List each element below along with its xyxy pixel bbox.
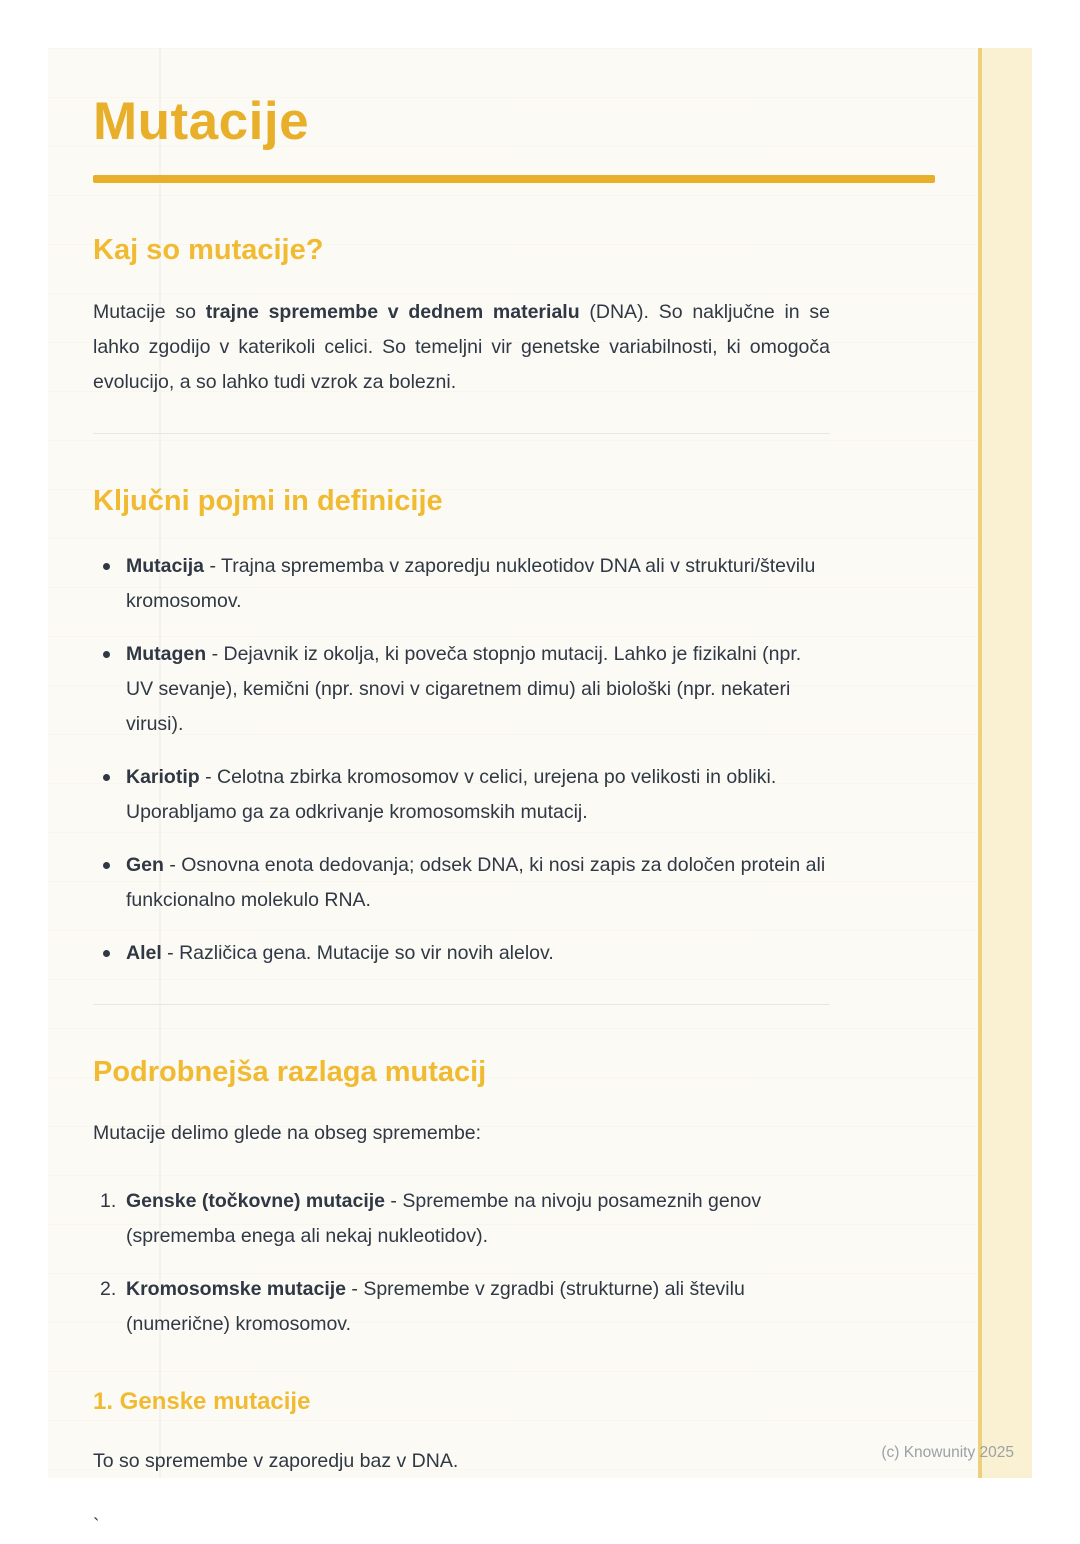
term-definition: - Celotna zbirka kromosomov v celici, urejena po velikosti in obliki. Uporabljamo ga za odkrivanje kromosomskih mutacij. (126, 765, 777, 823)
term-definition: - Spremembe v zgradbi (strukturne) ali številu (numerične) kromosomov. (126, 1278, 745, 1336)
title-underline-rule (93, 175, 935, 183)
key-terms-list (93, 549, 830, 971)
term-label: Mutacija (126, 554, 205, 577)
intro-text-pre: Mutacije so (93, 300, 206, 323)
section-heading-key-terms: Ključni pojmi in definicije (93, 484, 443, 517)
copyright-footer: (c) Knowunity 2025 (881, 1444, 1014, 1461)
subsection-heading-gene-mutations: 1. Genske mutacije (93, 1388, 311, 1416)
section-divider (93, 1004, 830, 1005)
gene-mutations-paragraph: To so spremembe v zaporedju baz v DNA. (93, 1450, 459, 1473)
right-accent-stripe (978, 48, 1032, 1478)
section-divider (93, 433, 830, 434)
section-heading-what-are-mutations: Kaj so mutacije? (93, 233, 324, 266)
bullet-icon (103, 774, 110, 781)
page-title: Mutacije (93, 92, 310, 151)
term-label: Kariotip (126, 765, 200, 788)
term-definition: - Osnovna enota dedovanja; odsek DNA, ki nosi zapis za določen protein ali funkcionalno molekulo RNA. (126, 853, 826, 911)
bullet-icon (103, 651, 110, 658)
list-item (93, 760, 830, 830)
term-definition: - Trajna sprememba v zaporedju nukleotidov DNA ali v strukturi/številu kromosomov. (126, 554, 816, 612)
detailed-lead-paragraph: Mutacije delimo glede na obseg spremembe: (93, 1122, 482, 1145)
list-item (93, 1272, 830, 1342)
list-item (93, 936, 830, 971)
bullet-icon (103, 950, 110, 957)
list-item (93, 1184, 830, 1254)
intro-paragraph (93, 295, 830, 400)
term-definition: - Spremembe na nivoju posameznih genov (sprememba enega ali nekaj nukleotidov). (126, 1190, 762, 1248)
term-label: Kromosomske mutacije (126, 1278, 346, 1301)
list-item (93, 549, 830, 619)
term-label: Genske (točkovne) mutacije (126, 1190, 386, 1213)
list-number: 1. (100, 1190, 117, 1213)
bullet-icon (103, 563, 110, 570)
intro-text-post: (DNA). So naključne in se lahko zgodijo v katerikoli celici. So temeljni vir genetske variabilnosti, ki omogoča evolucijo, a so lahko tudi vzrok za bolezni. (93, 300, 830, 393)
term-definition: - Različica gena. Mutacije so vir novih alelov. (161, 941, 554, 964)
list-number: 2. (100, 1278, 117, 1301)
intro-text-bold: trajne spremembe v dednem materialu (205, 300, 580, 323)
list-item (93, 848, 830, 918)
section-heading-detailed-explanation: Podrobnejša razlaga mutacij (93, 1055, 487, 1088)
stray-backtick-character: ` (93, 1515, 100, 1538)
term-definition: - Dejavnik iz okolja, ki poveča stopnjo mutacij. Lahko je fizikalni (npr. UV sevanje), kemični (npr. snovi v cigaretnem dimu) ali biološki (npr. nekateri virusi). (126, 642, 802, 735)
bullet-icon (103, 862, 110, 869)
list-item (93, 637, 830, 742)
term-label: Mutagen (126, 642, 207, 665)
document-page (48, 48, 1032, 1538)
term-label: Gen (126, 853, 164, 876)
term-label: Alel (126, 941, 162, 964)
mutation-types-list (93, 1184, 830, 1342)
document-content (93, 48, 830, 1544)
